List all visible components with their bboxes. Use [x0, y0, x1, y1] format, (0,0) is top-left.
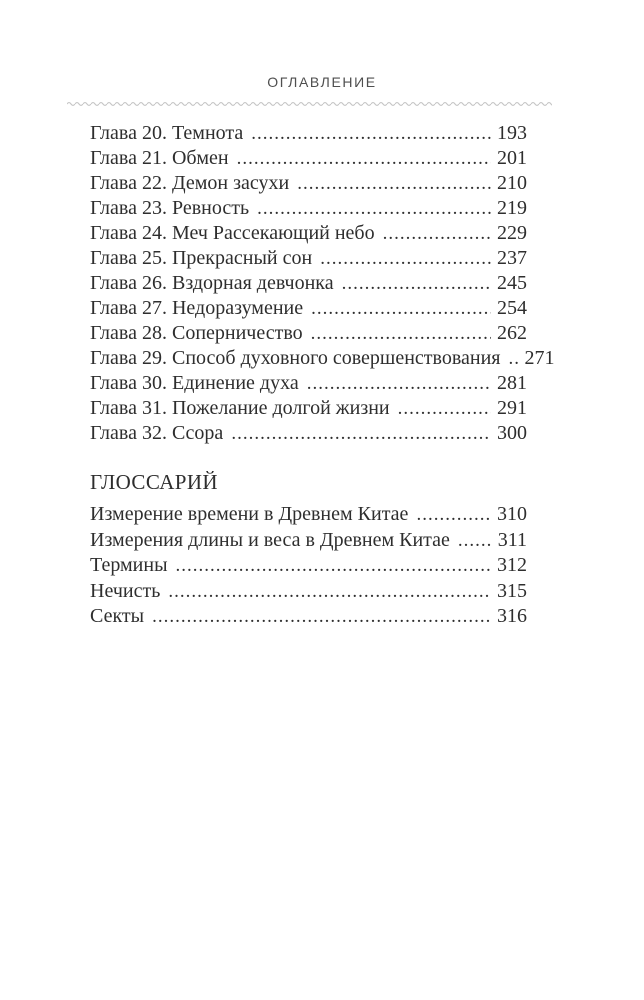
- glossary-item-title: Измерения длины и веса в Древнем Китае: [90, 528, 450, 551]
- glossary-list: [90, 502, 527, 630]
- glossary-page-number: 310: [497, 503, 527, 525]
- chapter-page-number: 245: [497, 272, 527, 294]
- wavy-divider: [67, 100, 552, 108]
- glossary-item-title: Секты: [90, 605, 145, 627]
- chapter-title: Глава 20. Темнота: [90, 122, 244, 144]
- chapter-title: Глава 31. Пожелание долгой жизни: [90, 397, 390, 419]
- chapter-page-number: 281: [497, 372, 527, 394]
- chapter-title: Глава 26. Вздорная девчонка: [90, 272, 334, 294]
- chapter-title: Глава 24. Меч Рассекающий небо: [90, 222, 375, 244]
- glossary-heading: ГЛОССАРИЙ: [90, 470, 218, 494]
- dot-leader: [311, 296, 491, 321]
- chapter-title: Глава 29. Способ духовного совершенствования: [90, 347, 501, 369]
- dot-leader: [176, 553, 491, 579]
- toc-row: [90, 502, 527, 528]
- chapter-page-number: 193: [497, 122, 527, 144]
- chapter-title: Глава 23. Ревность: [90, 197, 250, 219]
- glossary-page-number: 312: [497, 554, 527, 576]
- dot-leader: [458, 528, 492, 554]
- chapter-page-number: 201: [497, 147, 527, 169]
- toc-row: [90, 221, 527, 246]
- toc-row: [90, 553, 527, 579]
- chapter-title: Глава 30. Единение духа: [90, 372, 299, 394]
- chapter-page-number: 229: [497, 222, 527, 244]
- dot-leader: [152, 604, 491, 630]
- toc-row: [90, 346, 555, 371]
- toc-row: [90, 296, 527, 321]
- glossary-page-number: 316: [497, 605, 527, 627]
- toc-row: [90, 171, 527, 196]
- chapter-page-number: 219: [497, 197, 527, 219]
- dot-leader: [416, 502, 491, 528]
- dot-leader: [398, 396, 491, 421]
- chapter-page-number: 210: [497, 172, 527, 194]
- chapter-title: Глава 25. Прекрасный сон: [90, 247, 313, 269]
- toc-row: [90, 121, 527, 146]
- dot-leader: [342, 271, 491, 296]
- toc-row: [90, 246, 527, 271]
- toc-row: [90, 321, 527, 346]
- toc-row: [90, 421, 527, 446]
- glossary-item-title: Нечисть: [90, 579, 161, 602]
- chapter-title: Глава 22. Демон засухи: [90, 172, 290, 194]
- toc-row: [90, 196, 527, 221]
- chapter-page-number: 237: [497, 247, 527, 269]
- dot-leader: [311, 321, 491, 346]
- chapter-page-number: 254: [497, 297, 527, 319]
- chapter-title: Глава 21. Обмен: [90, 147, 229, 169]
- dot-leader: [237, 146, 491, 171]
- dot-leader: [383, 221, 491, 246]
- glossary-item-title: Термины: [90, 554, 168, 576]
- glossary-page-number: 315: [497, 579, 527, 602]
- chapter-list: [90, 121, 555, 446]
- chapter-page-number: 300: [497, 422, 527, 444]
- dot-leader: [320, 246, 491, 271]
- dot-leader: [257, 196, 491, 221]
- chapter-page-number: 291: [497, 397, 527, 419]
- dot-leader: [307, 371, 491, 396]
- toc-row: [90, 528, 527, 554]
- toc-row: [90, 604, 527, 630]
- glossary-item-title: Измерение времени в Древнем Китае: [90, 503, 409, 525]
- dot-leader: [231, 421, 491, 446]
- chapter-title: Глава 32. Ссора: [90, 422, 224, 444]
- chapter-title: Глава 28. Соперничество: [90, 322, 303, 344]
- chapter-title: Глава 27. Недоразумение: [90, 297, 304, 319]
- page-header-title: ОГЛАВЛЕНИЕ: [267, 74, 377, 90]
- dot-leader: [168, 579, 491, 605]
- dot-leader: [508, 346, 518, 371]
- toc-row: [90, 371, 527, 396]
- toc-row: [90, 396, 527, 421]
- toc-row: [90, 271, 527, 296]
- dot-leader: [297, 171, 491, 196]
- glossary-page-number: 311: [497, 528, 527, 551]
- chapter-page-number: 262: [497, 322, 527, 344]
- dot-leader: [251, 121, 491, 146]
- chapter-page-number: 271: [524, 347, 555, 369]
- toc-row: [90, 146, 527, 171]
- toc-row: [90, 579, 527, 605]
